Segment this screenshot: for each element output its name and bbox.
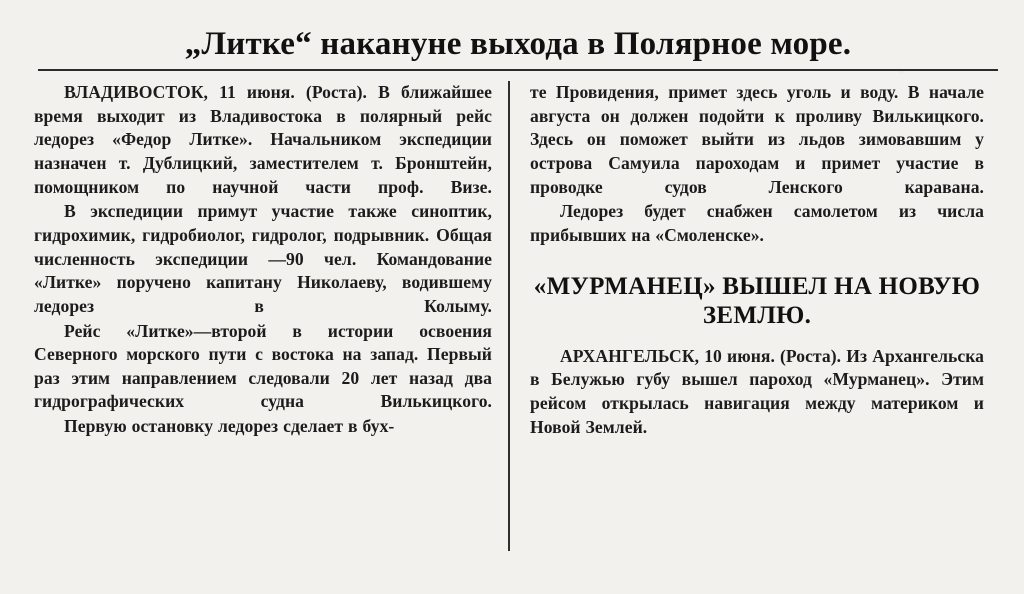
column-divider xyxy=(508,81,510,551)
page-title: „Литке“ накануне выхода в Полярное море. xyxy=(184,26,852,62)
left-column xyxy=(34,81,506,551)
right-column xyxy=(512,81,984,551)
paragraph: ВЛАДИВОСТОК, 11 июня. (Роста). В ближайшее время выходит из Владивостока в полярный рейс ледорез «Федор Литке». Начальником экспедиции назначен т. Дублицкий, заместителем т. Бронштейн, помощником по научной части проф. Визе. xyxy=(34,81,492,197)
paragraph: АРХАНГЕЛЬСК, 10 июня. (Роста). Из Архангельска в Белужью губу вышел пароход «Мурманец». Этим рейсом открылась навигация между материком и Новой Землей. xyxy=(530,345,984,437)
section-title: «МУРМАНЕЦ» ВЫШЕЛ НА НОВУЮ ЗЕМЛЮ. xyxy=(533,272,981,330)
paragraph: Первую остановку ледорез сделает в бух- xyxy=(64,416,395,437)
paragraph: Рейс «Литке»—второй в истории освоения Северного морского пути с востока на запад. Первый раз этим направлением следовали 20 лет назад два гидрографических судна Вилькицкого. xyxy=(34,320,492,412)
paragraph: В экспедиции примут участие также синоптик, гидрохимик, гидробиолог, гидролог, подрывник. Общая численность экспедиции —90 чел. Командование «Литке» поручено капитану Николаеву, водившему ледорез в Колыму. xyxy=(34,201,492,316)
article-columns xyxy=(34,81,1002,551)
paragraph: те Провидения, примет здесь уголь и воду. В начале августа он должен подойти к проливу Вилькицкого. Здесь он поможет выйти из льдов зимовавшим у острова Самуила пароходам и примет участие в проводке судов Ленского каравана. xyxy=(530,81,984,197)
paragraph: Ледорез будет снабжен самолетом из числа прибывших на «Смоленске». xyxy=(530,201,984,245)
headline-rule xyxy=(38,69,998,71)
